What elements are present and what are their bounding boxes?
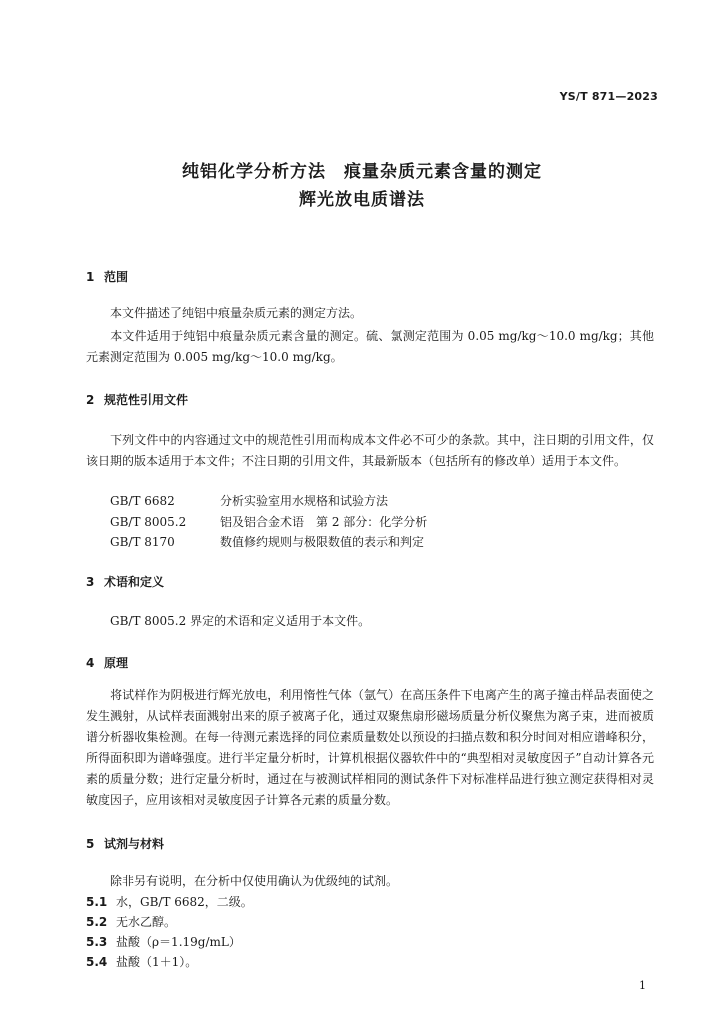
reference-title: 数值修约规则与极限数值的表示和判定 [220, 535, 425, 549]
section-number: 2 [86, 393, 95, 407]
section-1-paragraph-2 [86, 326, 654, 368]
reference-title: 铝及铝合金术语 第 2 部分：化学分析 [220, 515, 428, 529]
item-text: 水，GB/T 6682，二级。 [116, 895, 253, 909]
section-3-paragraph-1: GB/T 8005.2 界定的术语和定义适用于本文件。 [110, 614, 371, 628]
section-number: 4 [86, 656, 95, 670]
section-5-heading [86, 835, 164, 852]
reference-code: GB/T 8005.2 [110, 515, 187, 529]
paragraph-text: 本文件适用于纯铝中痕量杂质元素含量的测定。硫、氯测定范围为 0.05 mg/kg～10.0 mg/kg；其他元素测定范围为 0.005 mg/kg～10.0 mg/kg。 [86, 329, 654, 364]
list-item [86, 953, 197, 970]
item-text: 盐酸（ρ＝1.19g/mL） [116, 935, 241, 949]
section-number: 3 [86, 575, 95, 589]
reference-title: 分析实验室用水规格和试验方法 [220, 494, 389, 508]
section-4-heading [86, 654, 128, 671]
section-title: 术语和定义 [104, 575, 165, 589]
item-text: 无水乙醇。 [116, 915, 177, 929]
normative-reference [110, 513, 427, 530]
item-number: 5.3 [86, 935, 108, 949]
section-number: 1 [86, 270, 95, 284]
normative-reference [110, 492, 388, 509]
section-1-paragraph-1 [86, 303, 654, 324]
list-item [86, 933, 241, 950]
section-title: 原理 [104, 656, 129, 670]
item-number: 5.2 [86, 915, 108, 929]
item-number: 5.1 [86, 895, 108, 909]
standard-code: YS/T 871—2023 [559, 90, 658, 103]
section-2-paragraph-1 [86, 430, 654, 472]
section-2-heading [86, 391, 188, 408]
reference-code: GB/T 6682 [110, 494, 175, 508]
section-5-paragraph-1: 除非另有说明，在分析中仅使用确认为优级纯的试剂。 [110, 874, 399, 888]
document-title-line-2: 辉光放电质谱法 [299, 190, 425, 210]
section-title: 范围 [104, 270, 129, 284]
normative-reference [110, 533, 424, 550]
paragraph-text: 下列文件中的内容通过文中的规范性引用而构成本文件必不可少的条款。其中，注日期的引用文件，仅该日期的版本适用于本文件；不注日期的引用文件，其最新版本（包括所有的修改单）适用于本文件。 [86, 433, 654, 468]
section-1-heading [86, 268, 128, 285]
section-number: 5 [86, 837, 95, 851]
paragraph-text: 本文件描述了纯铝中痕量杂质元素的测定方法。 [110, 306, 363, 320]
list-item [86, 913, 176, 930]
reference-code: GB/T 8170 [110, 535, 175, 549]
page-number: 1 [639, 979, 646, 992]
document-title-line-1: 纯铝化学分析方法 痕量杂质元素含量的测定 [182, 162, 542, 182]
item-number: 5.4 [86, 955, 108, 969]
paragraph-text: 将试样作为阴极进行辉光放电，利用惰性气体（氩气）在高压条件下电离产生的离子撞击样品表面使之发生溅射，从试样表面溅射出来的原子被离子化，通过双聚焦扇形磁场质量分析仪聚焦为离子束，进而被质谱分析器收集检测。在每一待测元素选择的同位素质量数处以预设的扫描点数和积分时间对相应谱峰积分，所得面积即为谱峰强度。进行半定量分析时，计算机根据仪器软件中的“典型相对灵敏度因子”自动计算各元素的质量分数；进行定量分析时，通过在与被测试样相同的测试条件下对标准样品进行独立测定获得相对灵敏度因子，应用该相对灵敏度因子计算各元素的质量分数。 [86, 688, 654, 807]
section-title: 规范性引用文件 [104, 393, 189, 407]
item-text: 盐酸（1＋1）。 [116, 955, 198, 969]
list-item [86, 893, 253, 910]
section-3-heading [86, 573, 164, 590]
section-title: 试剂与材料 [104, 837, 165, 851]
section-4-paragraph-1 [86, 685, 654, 811]
